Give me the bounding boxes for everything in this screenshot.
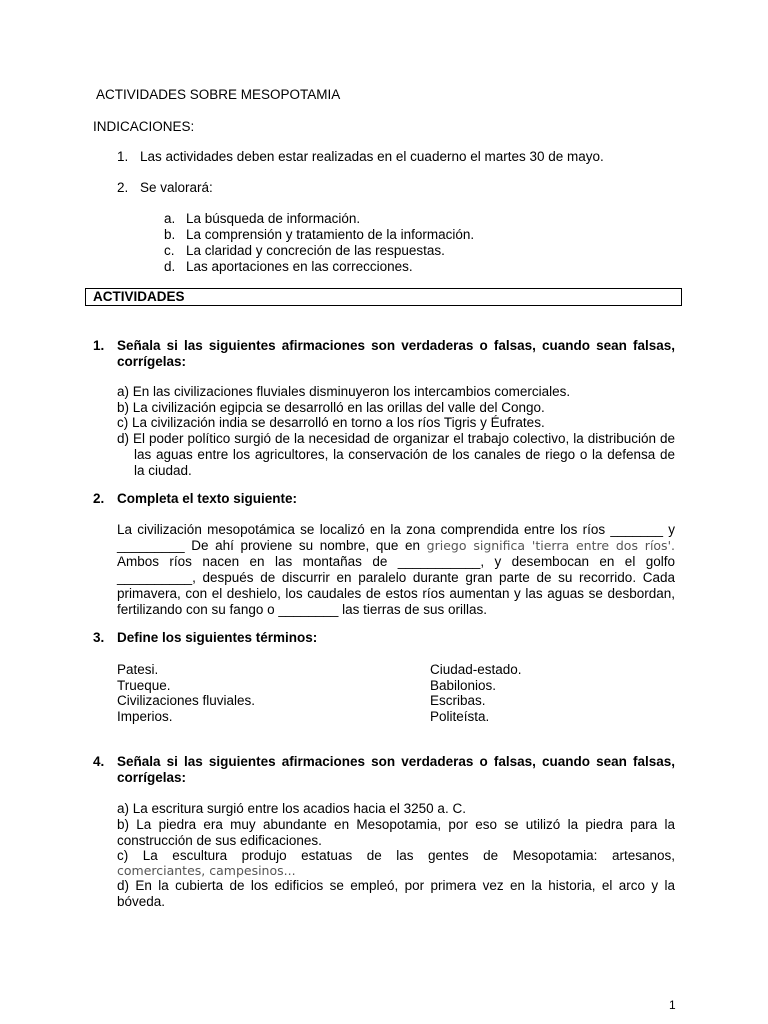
document-title: ACTIVIDADES SOBRE MESOPOTAMIA	[96, 87, 341, 102]
term: Civilizaciones fluviales.	[117, 693, 256, 708]
statement: b) La piedra era muy abundante en Mesopotamia, por eso se utilizó la piedra para la construcción de sus edificaciones.	[117, 817, 675, 848]
term: Trueque.	[117, 678, 171, 693]
statement: c) La civilización india se desarrolló en torno a los ríos Tigris y Éufrates.	[117, 415, 545, 430]
question-heading: Completa el texto siguiente:	[117, 491, 298, 506]
statement: c) La escultura produjo estatuas de las gentes de Mesopotamia: artesanos,	[117, 848, 675, 863]
term: Politeísta.	[430, 709, 490, 724]
paragraph-text: Ambos ríos nacen en las montañas de ___________, y desembocan en el golfo __________, después de discurrir en paralelo durante gran parte de su recorrido. Cada primavera, con el deshielo, los caudales de estos ríos aumentan y las aguas se desbordan, fertilizando con su fango o ________ las tierras de sus orillas.	[117, 554, 675, 617]
criterion-letter: b.	[164, 227, 176, 242]
paragraph-text: La civilización mesopotámica se localizó en la zona comprendida entre los ríos _______ y _________ De ahí proviene su nombre, que en	[117, 522, 675, 553]
indicacion-text: Las actividades deben estar realizadas en el cuaderno el martes 30 de mayo.	[140, 149, 604, 164]
indicaciones-heading: INDICACIONES:	[93, 119, 195, 134]
criterion-text: La comprensión y tratamiento de la información.	[186, 227, 475, 242]
indicacion-number: 1.	[117, 149, 129, 164]
term: Escribas.	[430, 693, 486, 708]
fill-in-paragraph	[117, 522, 675, 618]
statement: a) En las civilizaciones fluviales disminuyeron los intercambios comerciales.	[117, 384, 571, 399]
term: Babilonios.	[430, 678, 497, 693]
question-number: 4.	[93, 754, 105, 769]
term: Ciudad-estado.	[430, 662, 522, 677]
statement-gray-text: comerciantes, campesinos...	[117, 863, 296, 878]
question-heading: Señala si las siguientes afirmaciones son verdaderas o falsas, cuando sean falsas, corrígelas:	[117, 754, 675, 785]
question-heading: Señala si las siguientes afirmaciones son verdaderas o falsas, cuando sean falsas, corrígelas:	[117, 338, 675, 369]
term: Imperios.	[117, 709, 173, 724]
actividades-box	[85, 288, 682, 306]
paragraph-gray-text: griego significa 'tierra entre dos ríos'.	[426, 538, 675, 553]
criterion-text: La búsqueda de información.	[186, 211, 361, 226]
criterion-letter: d.	[164, 259, 176, 274]
indicacion-text: Se valorará:	[140, 180, 213, 195]
question-number: 3.	[93, 630, 105, 645]
question-number: 1.	[93, 338, 105, 353]
criterion-letter: c.	[164, 243, 175, 258]
criterion-text: Las aportaciones en las correcciones.	[186, 259, 413, 274]
statement: a) La escritura surgió entre los acadios hacia el 3250 a. C.	[117, 801, 466, 816]
indicacion-number: 2.	[117, 180, 129, 195]
criterion-text: La claridad y concreción de las respuestas.	[186, 243, 445, 258]
question-number: 2.	[93, 491, 105, 506]
criterion-letter: a.	[164, 211, 176, 226]
statement: d) En la cubierta de los edificios se empleó, por primera vez en la historia, el arco y la bóveda.	[117, 878, 675, 909]
statement: b) La civilización egipcia se desarrolló en las orillas del valle del Congo.	[117, 400, 545, 415]
statement: d) El poder político surgió de la necesidad de organizar el trabajo colectivo, la distribución de las aguas entre los agricultores, la conservación de los canales de riego o la defensa de la ciudad.	[117, 431, 675, 478]
actividades-heading: ACTIVIDADES	[93, 289, 185, 304]
question-heading: Define los siguientes términos:	[117, 630, 318, 645]
term: Patesi.	[117, 662, 159, 677]
page-number: 1	[669, 998, 676, 1012]
